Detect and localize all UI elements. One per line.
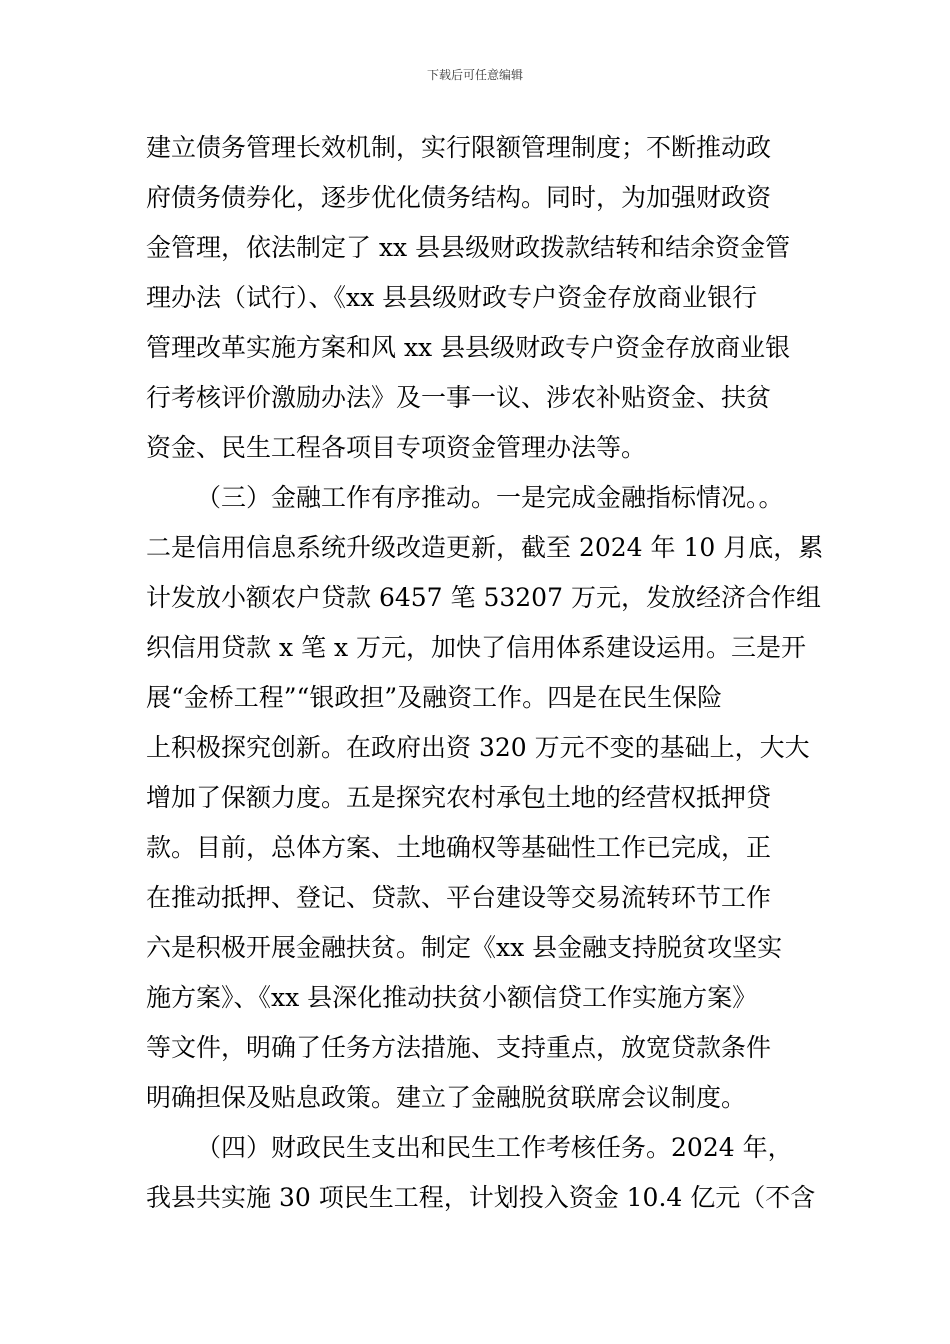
page-header-note: 下载后可任意编辑	[426, 68, 523, 82]
text-line: 行考核评价激励办法》及一事一议、涉农补贴资金、扶贫	[146, 383, 772, 412]
text-line: 管理改革实施方案和风 xx 县县级财政专户资金存放商业银	[146, 333, 791, 362]
text-line: 增加了保额力度。五是探究农村承包土地的经营权抵押贷	[146, 783, 772, 812]
text-line: 施方案》、《xx 县深化推动扶贫小额信贷工作实施方案》	[146, 983, 758, 1012]
text-line: 款。目前，总体方案、土地确权等基础性工作已完成，正	[146, 833, 772, 862]
text-line: 计发放小额农户贷款 6457 笔 53207 万元，发放经济合作组	[146, 583, 821, 612]
paragraph-heading-four: （四）财政民生支出和民生工作考核任务。2024 年，	[196, 1133, 793, 1162]
text-line: 上积极探究创新。在政府出资 320 万元不变的基础上，大大	[146, 733, 810, 762]
text-line: 在推动抵押、登记、贷款、平台建设等交易流转环节工作	[146, 883, 772, 912]
text-line: 二是信用信息系统升级改造更新，截至 2024 年 10 月底，累	[146, 533, 824, 562]
text-line: 府债务债券化，逐步优化债务结构。同时，为加强财政资	[146, 183, 772, 212]
text-line: 展“金桥工程”“银政担”及融资工作。四是在民生保险	[146, 683, 723, 712]
text-line: 资金、民生工程各项目专项资金管理办法等。	[146, 433, 647, 462]
text-line: 等文件，明确了任务方法措施、支持重点，放宽贷款条件	[146, 1033, 772, 1062]
text-line: 织信用贷款 x 笔 x 万元，加快了信用体系建设运用。三是开	[146, 633, 806, 662]
text-line: 我县共实施 30 项民生工程，计划投入资金 10.4 亿元（不含	[146, 1183, 816, 1212]
text-line: 明确担保及贴息政策。建立了金融脱贫联席会议制度。	[146, 1083, 747, 1112]
paragraph-heading-three: （三）金融工作有序推动。一是完成金融指标情况。。	[196, 483, 784, 512]
text-line: 金管理，依法制定了 xx 县县级财政拨款结转和结余资金管	[146, 233, 791, 262]
text-line: 理办法（试行）、《xx 县县级财政专户资金存放商业银行	[146, 283, 758, 312]
text-line: 建立债务管理长效机制，实行限额管理制度；不断推动政	[146, 133, 772, 162]
text-line: 六是积极开展金融扶贫。制定《xx 县金融支持脱贫攻坚实	[146, 933, 783, 962]
